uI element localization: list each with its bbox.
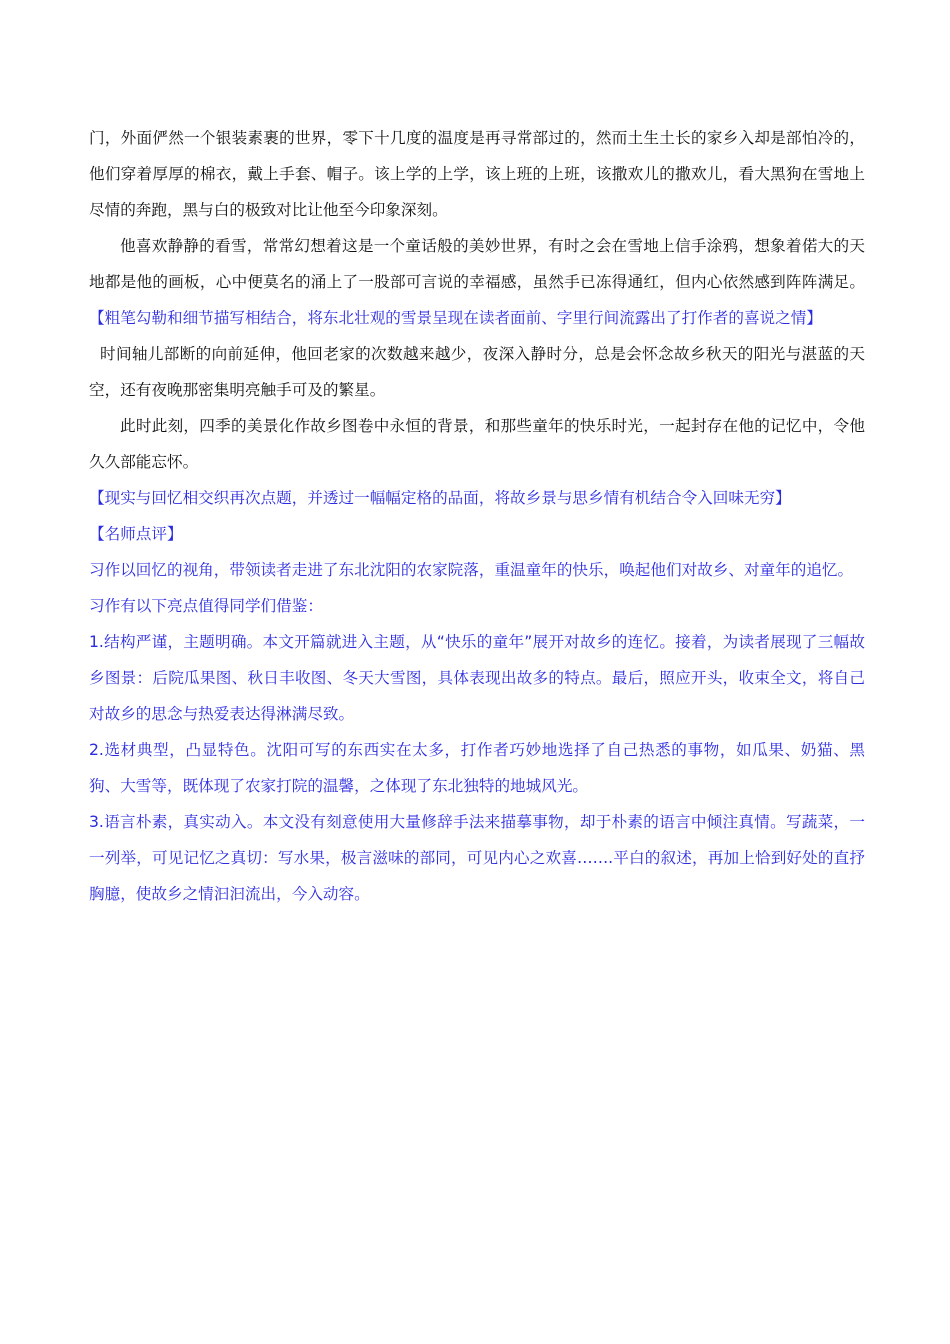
annotation-snow-scene: 【粗笔勾勒和细节描写相结合，将东北壮观的雪景呈现在读者面前、字里行间流露出了打作者的喜说之情】 — [89, 309, 822, 327]
comment-highlights-intro: 习作有以下亮点值得同学们借鉴： — [89, 597, 323, 615]
comment-point-language: 3.语言朴素，真实动入。本文没有刻意使用大量修辞手法来描摹事物，却于朴素的语言中倾注真情。写蔬菜，一一列举，可见记忆之真切：写水果，极言滋味的部同，可见内心之欢喜…….平白的叙述，再加上恰到好处的直抒胸臆，使故乡之情汩汩流出，今入动容。 — [89, 813, 865, 903]
paragraph-time-passing: 时间轴儿部断的向前延伸，他回老家的次数越来越少，夜深入静时分，总是会怀念故乡秋天的阳光与湛蓝的天空，还有夜晚那密集明亮触手可及的繁星。 — [89, 345, 865, 399]
paragraph-four-seasons: 此时此刻，四季的美景化作故乡图卷中永恒的背景，和那些童年的快乐时光，一起封存在他的记忆中，令他久久部能忘怀。 — [89, 417, 865, 471]
section-heading-teacher-comment: 【名师点评】 — [89, 525, 183, 543]
comment-point-structure: 1.结构严谨，主题明确。本文开篇就进入主题，从“快乐的童年”展开对故乡的连忆。接着，为读者展现了三幅故乡图景：后院瓜果图、秋日丰收图、冬天大雪图，具体表现出故多的特点。最后，照应开头，收束全文，将自己对故乡的思念与热爱表达得淋满尽致。 — [89, 633, 865, 723]
annotation-reality-memory: 【现实与回忆相交织再次点题，并透过一幅幅定格的品面，将故乡景与思乡情有机结合令入回味无穷】 — [89, 489, 791, 507]
paragraph-watching-snow — [89, 228, 865, 336]
paragraph-watching-snow-text: 他喜欢静静的看雪，常常幻想着这是一个童话般的美妙世界，有时之会在雪地上信手涂鸦，想象着偌大的天地都是他的画板，心中便莫名的涌上了一股部可言说的幸福感，虽然手已冻得通红，但内心依然感到阵阵满足。 — [89, 237, 865, 291]
comment-point-material: 2.选材典型，凸显特色。沈阳可写的东西实在太多，打作者巧妙地选择了自己热悉的事物，如瓜果、奶猫、黑狗、大雪等，既体现了农家打院的温馨，之体现了东北独特的地城风光。 — [89, 741, 865, 795]
comment-overview: 习作以回忆的视角，带领读者走进了东北沈阳的农家院落，重温童年的快乐，唤起他们对故乡、对童年的追忆。 — [89, 561, 854, 579]
document-page — [89, 120, 865, 912]
paragraph-snow-world: 门，外面俨然一个银装素裹的世界，零下十几度的温度是再寻常部过的，然而土生土长的家乡入却是部怕冷的，他们穿着厚厚的棉衣，戴上手套、帽子。该上学的上学，该上班的上班，该撒欢儿的撒欢儿，看大黑狗在雪地上尽情的奔跑，黑与白的极致对比让他至今印象深刻。 — [89, 129, 865, 219]
